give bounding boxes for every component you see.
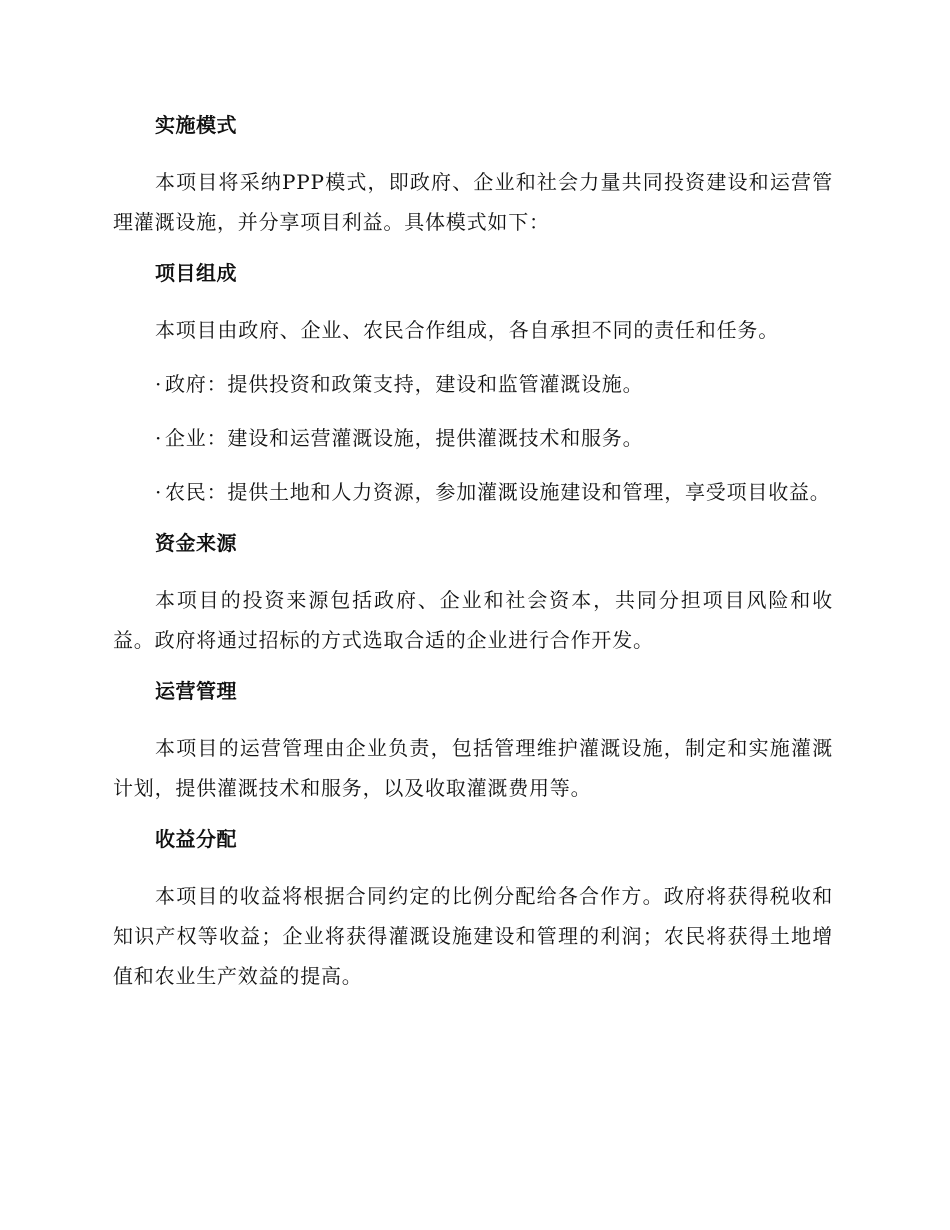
bullet-text: 政府：提供投资和政策支持，建设和监管灌溉设施。 <box>165 372 644 396</box>
bullet-dot-icon: · <box>155 426 163 450</box>
document-page <box>113 108 833 1010</box>
paragraph-project-composition: 本项目由政府、企业、农民合作组成，各自承担不同的责任和任务。 <box>155 318 779 342</box>
paragraph-implementation-mode: 本项目将采纳PPP模式，即政府、企业和社会力量共同投资建设和运营管理灌溉设施，并分享项目利益。具体模式如下： <box>113 170 833 234</box>
bullet-text: 企业：建设和运营灌溉设施，提供灌溉技术和服务。 <box>165 426 644 450</box>
section-heading-funding-source: 资金来源 <box>155 531 237 555</box>
section-heading-implementation-mode: 实施模式 <box>155 113 237 137</box>
bullet-item-enterprise <box>113 418 833 458</box>
bullet-text: 农民：提供土地和人力资源，参加灌溉设施建设和管理，享受项目收益。 <box>165 480 831 504</box>
paragraph-operations-management: 本项目的运营管理由企业负责，包括管理维护灌溉设施，制定和实施灌溉计划，提供灌溉技术和服务，以及收取灌溉费用等。 <box>113 736 833 800</box>
paragraph-funding-source: 本项目的投资来源包括政府、企业和社会资本，共同分担项目风险和收益。政府将通过招标的方式选取合适的企业进行合作开发。 <box>113 588 833 652</box>
section-heading-project-composition: 项目组成 <box>155 261 237 285</box>
bullet-dot-icon: · <box>155 372 163 396</box>
bullet-item-farmers <box>113 472 833 512</box>
bullet-dot-icon: · <box>155 480 163 504</box>
section-heading-revenue-distribution: 收益分配 <box>155 827 237 851</box>
section-heading-operations-management: 运营管理 <box>155 679 237 703</box>
bullet-item-government <box>113 364 833 404</box>
paragraph-revenue-distribution: 本项目的收益将根据合同约定的比例分配给各合作方。政府将获得税收和知识产权等收益；企业将获得灌溉设施建设和管理的利润；农民将获得土地增值和农业生产效益的提高。 <box>113 884 833 988</box>
